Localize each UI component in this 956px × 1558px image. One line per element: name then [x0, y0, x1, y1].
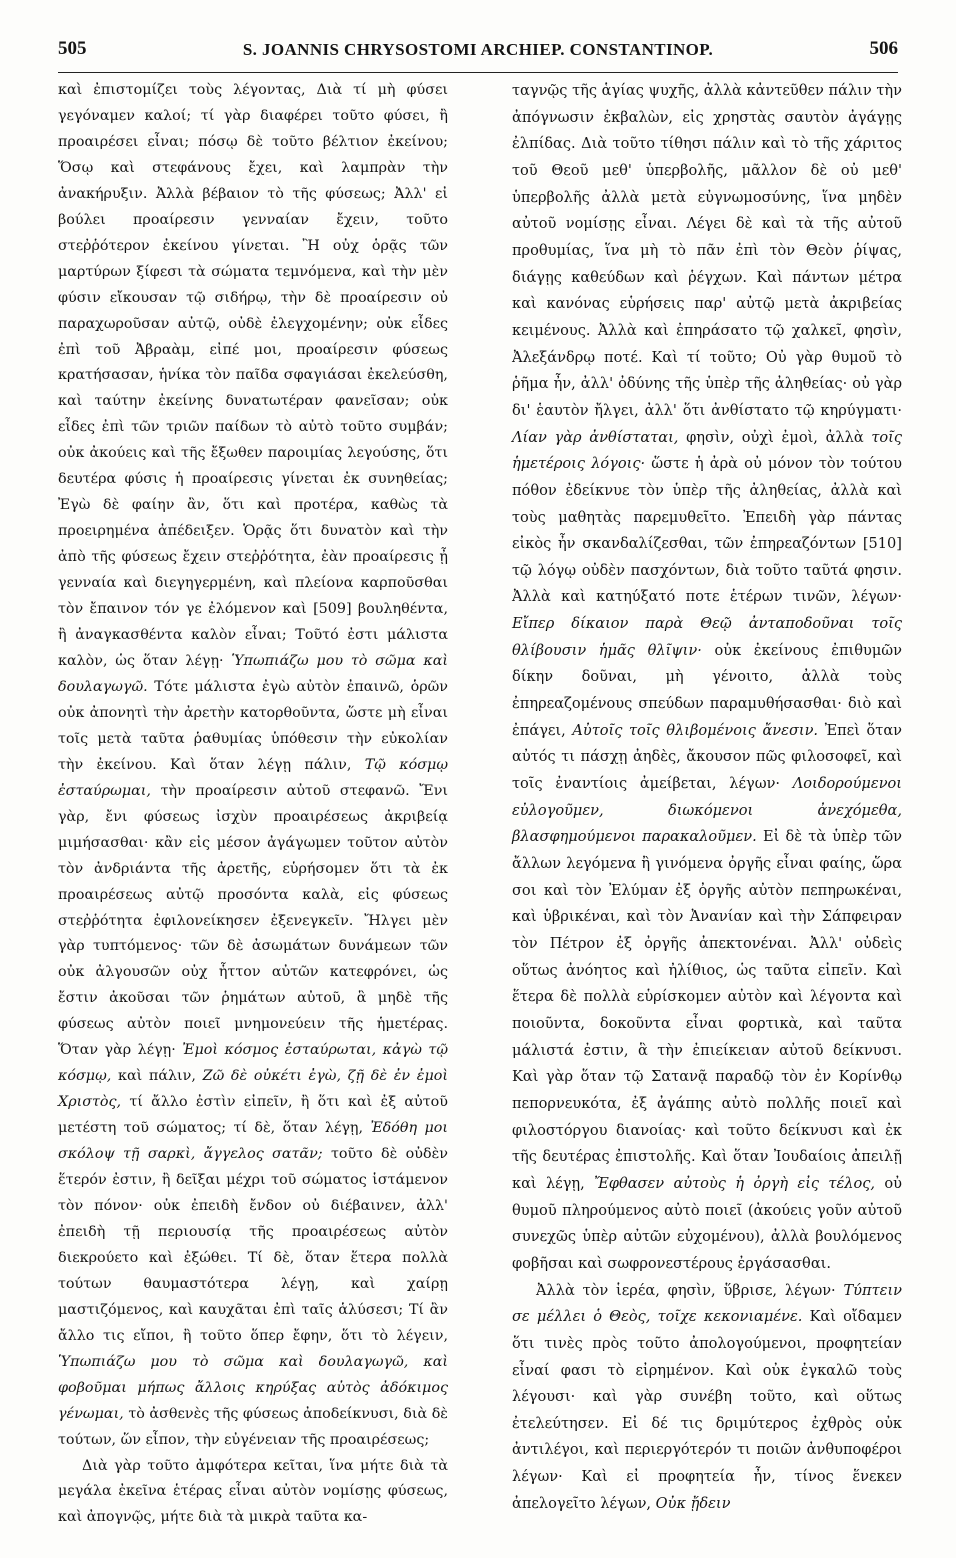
- scripture-quote: Ἐμοὶ κόσμος ἐσταύρωται, κἀγὼ τῷ κόσμῳ,: [58, 1042, 448, 1085]
- scripture-quote: Τῷ κόσμῳ ἐσταύρωμαι,: [58, 756, 449, 799]
- page-number-left: 505: [58, 38, 87, 59]
- scripture-quote: Ὑπωπιάζω μου τὸ σῶμα καὶ δουλαγωγῶ, καὶ φοβοῦμαι μήπως ἄλλοις κηρύξας αὐτὸς ἀδόκιμος γένωμαι,: [58, 1353, 448, 1422]
- text-run: Ἀλλὰ τὸν ἱερέα, φησὶν, ὕβρισε, λέγων·: [536, 1281, 844, 1299]
- text-run: καὶ πάλιν,: [118, 1068, 203, 1085]
- running-header: [58, 38, 898, 73]
- text-run: τὴν προαίρεσιν αὐτοῦ στεφανῶ. Ἔνι γὰρ, ἔνι φύσεως ἰσχὺν προαιρέσεως ἀκριβείᾳ μιμήσασθαι· κἂν εἰς μέσον ἀγάγωμεν τοῦτον αὐτὸν τὸν ἀνδριάντα τῆς ἀρετῆς, εὑρήσομεν ὅτι τὰ ἐκ προαιρέσεως αὐτῷ προσόντα καλὰ, εἰς φύσεως στεῤῥότητα ἐφιλονείκησεν ἐξενεγκεῖν. Ἤλγει μὲν γὰρ τυπτόμενος· τῶν δὲ ἀσωμάτων δυνάμεων τῶν οὐκ ἀλγουσῶν οὐχ ἧττον αὐτῶν κατεφρόνει, ὡς ἔστιν ἀκοῦσαι τῶν ῥημάτων αὐτοῦ, ἃ μηδὲ τῆς φύσεως αὐτὸν ποιεῖ μνημονεύειν τῆς ἡμετέρας. Ὅταν γὰρ λέγῃ·: [58, 782, 449, 1059]
- scripture-quote: Ὑπωπιάζω μου τὸ σῶμα καὶ δουλαγωγῶ.: [58, 652, 448, 695]
- scripture-quote: Ζῶ δὲ οὐκέτι ἐγὼ, ζῇ δὲ ἐν ἐμοὶ Χριστὸς,: [58, 1068, 448, 1111]
- page-number-right: 506: [869, 38, 898, 59]
- text-run: Διὰ γὰρ τοῦτο ἀμφότερα κεῖται, ἵνα μήτε διὰ τὰ μεγάλα ἐκεῖνα ἑτέρας εἶναι αὐτὸν νομίσῃς φύσεως, καὶ ἀπογνῷς, μήτε διὰ τὰ μικρὰ ταῦτα κα-: [58, 1457, 448, 1526]
- text-run: Τότε μάλιστα ἐγὼ αὐτὸν ἐπαινῶ, ὁρῶν οὐκ ἀπονητὶ τὴν ἀρετὴν κατορθοῦντα, ὥστε μὴ εἶναι τοῖς μετὰ ταῦτα ῥαθυμίας ὑπόθεσιν τὴν εὐκολίαν τὴν ἐκείνου. Καὶ ὅταν λέγῃ πάλιν,: [58, 678, 448, 773]
- running-title: S. JOANNIS CHRYSOSTOMI ARCHIEP. CONSTANTINOP.: [242, 40, 714, 59]
- column-gutter: [478, 88, 479, 1480]
- scripture-quote: Τύπτειν σε μέλλει ὁ Θεὸς, τοῖχε κεκονιαμένε.: [512, 1281, 902, 1326]
- left-column: [58, 78, 448, 1531]
- scripture-quote: Λίαν γὰρ ἀνθίσταται,: [512, 428, 687, 446]
- text-run: οὐ θυμοῦ πληρούμενος αὐτὸ ποιεῖ (ἀκούεις γοῦν αὐτοῦ συνεχῶς ὑπὲρ αὐτῶν εὐχομένου), ἀλλὰ βουλόμενος φοβῆσαι καὶ σωφρονεστέρους ἐργάσασθαι.: [512, 1174, 902, 1272]
- text-run: Καὶ οἴδαμεν ὅτι τινὲς πρὸς τοῦτο ἀπολογούμενοι, προφητείαν εἶναί φασι τὸ εἰρημένον. Καὶ οὐκ ἐγκαλῶ τοὺς λέγουσι· καὶ γὰρ συνέβη τοῦτο, καὶ οὕτως ἐτελεύτησεν. Εἰ δέ τις δριμύτερος ἐχθρὸς οὐκ ἀντιλέγοι, καὶ περιεργότερόν τι ποιῶν ἀνθυποφέροι λέγων· Καὶ εἰ προφητεία ἦν, τίνος ἕνεκεν ἀπελογεῖτο λέγων,: [512, 1308, 902, 1512]
- scripture-quote: Αὐτοῖς τοῖς θλιβομένοις ἄνεσιν.: [572, 721, 825, 739]
- scripture-quote: Ἐδόθη μοι σκόλοψ τῇ σαρκὶ, ἄγγελος σατᾶν;: [58, 1120, 448, 1163]
- text-run: καὶ ἐπιστομίζει τοὺς λέγοντας, Διὰ τί μὴ φύσει γεγόναμεν καλοί; τί γὰρ διαφέρει τοῦτο φύσει, ἢ προαιρέσει εἶναι; πόσῳ δὲ τοῦτο βέλτιον ἐκείνου; Ὅσῳ καὶ στεφάνους ἔχει, καὶ λαμπρὰν τὴν ἀνακήρυξιν. Ἀλλὰ βέβαιον τὸ τῆς φύσεως; Ἀλλ' εἰ βούλει προαίρεσιν γενναίαν ἔχειν, τοῦτο στεῤῥότερον ἐκείνου γίνεται. Ἢ οὐχ ὁρᾷς τῶν μαρτύρων ξίφεσι τὰ σώματα τεμνόμενα, καὶ τὴν μὲν φύσιν εἴκουσαν τῷ σιδήρῳ, τὴν δὲ προαίρεσιν οὐ παραχωροῦσαν αὐτῷ, οὐδὲ ἐλεγχομένην; οὐκ εἶδες ἐπὶ τοῦ Ἀβραὰμ, εἰπέ μοι, προαίρεσιν φύσεως κρατήσασαν, ἡνίκα τὸν παῖδα σφαγιάσαι ἐκελεύσθη, καὶ ταύτην ἐκείνης δυνατωτέραν φανεῖσαν; οὐκ εἶδες ἐπὶ τῶν τριῶν παίδων τὸ αὐτὸ τοῦτο συμβάν; οὐκ ἀκούεις καὶ τῆς ἔξωθεν παροιμίας λεγούσης, ὅτι δευτέρα φύσις ἡ προαίρεσις γίνεται ἐκ συνηθείας; Ἐγὼ δὲ φαίην ἂν, ὅτι καὶ προτέρα, καθὼς τὰ προειρημένα ἀπέδειξεν. Ὁρᾷς ὅτι δυνατὸν καὶ τὴν ἀπὸ τῆς φύσεως ἔχειν στεῤῥότητα, ἐὰν προαίρεσις ᾖ γενναία καὶ διεγηγερμένη, καὶ πλείονα καρποῦσθαι τὸν ἔπαινον τόν γε ἐλόμενον καὶ [509] βουληθέντα, ἢ ἀναγκασθέντα καλὸν εἶναι; Τοῦτό ἐστι μάλιστα καλὸν, ὡς ὅταν λέγῃ·: [58, 82, 448, 669]
- scripture-quote: τοῖς ἡμετέροις λόγοις·: [512, 428, 902, 473]
- text-run: τί ἄλλο ἐστὶν εἰπεῖν, ἢ ὅτι καὶ ἐξ αὐτοῦ μετέστη τοῦ σώματος; τί δὲ, ὅταν λέγῃ,: [58, 1094, 448, 1137]
- right-column: [512, 78, 902, 1517]
- text-run: τοῦτο δὲ οὐδὲν ἕτερόν ἐστιν, ἢ δεῖξαι μέχρι τοῦ σώματος ἱστάμενον τὸν πόνον· οὐκ ἐπειδὴ ἔνδον οὐ διέβαινεν, ἀλλ' ἐπειδὴ τῇ περιουσίᾳ τῆς προαιρέσεως αὐτὸν διεκρούετο καὶ ἐξώθει. Τί δὲ, ὅταν ἕτερα πολλὰ τούτων θαυμαστότερα λέγῃ, καὶ χαίρῃ μαστιζόμενος, καὶ καυχᾶται ἐπὶ ταῖς ἁλύσεσι; Τί ἂν ἄλλο τις εἴποι, ἢ τοῦτο ὅπερ ἔφην, ὅτι τὸ λέγειν,: [58, 1146, 448, 1344]
- left-paragraph-1: [58, 78, 448, 1454]
- text-run: ταγνῷς τῆς ἁγίας ψυχῆς, ἀλλὰ κἀντεῦθεν πάλιν τὴν ἀπόγνωσιν ἐκβαλὼν, εἰς χρηστὰς σαυτὸν ἀγάγῃς ἐλπίδας. Διὰ τοῦτο τίθησι πάλιν καὶ τὸ τῆς χάριτος τοῦ Θεοῦ μεθ' ὑπερβολῆς, μᾶλλον δὲ οὐ μεθ' ὑπερβολῆς ἀλλὰ μετὰ εὐγνωμοσύνης, ἵνα μηδὲν αὐτοῦ νομίσῃς εἶναι. Λέγει δὲ καὶ τὰ τῆς αὐτοῦ προθυμίας, ἵνα μὴ τὸ πᾶν ἐπὶ τὸν Θεὸν ῥίψας, διάγῃς καθεύδων καὶ ῥέγχων. Καὶ πάντων μέτρα καὶ κανόνας εὑρήσεις παρ' αὐτῷ μετὰ ἀκριβείας κειμένους. Ἀλλὰ καὶ ἐπηράσατο τῷ χαλκεῖ, φησὶν, Ἀλεξάνδρῳ ποτέ. Καὶ τί τοῦτο; Οὐ γὰρ θυμοῦ τὸ ῥῆμα ἦν, ἀλλ' ὀδύνης τῆς ὑπὲρ τῆς ἀληθείας· οὐ γὰρ δι' ἑαυτὸν ἤλγει, ἀλλ' ὅτι ἀνθίστατο τῷ κηρύγματι·: [512, 82, 902, 419]
- left-paragraph-2: [58, 1454, 448, 1532]
- text-run: Ἐπεὶ ὅταν αὐτός τι πάσχῃ ἀηδὲς, ἄκουσον πῶς φιλοσοφεῖ, καὶ τοῖς ἐναντίοις ἀμείβεται, λέγων·: [512, 721, 902, 793]
- scripture-quote: Λοιδορούμενοι εὐλογοῦμεν, διωκόμενοι ἀνεχόμεθα, βλασφημούμενοι παρακαλοῦμεν.: [512, 775, 902, 846]
- text-run: ὥστε ἡ ἀρὰ οὐ μόνον τὸν τούτου πόθον ἐδείκνυε τὸν ὑπὲρ τῆς ἀληθείας, ἀλλὰ καὶ τοὺς μαθητὰς παρεμυθεῖτο. Ἐπειδὴ γὰρ πάντας εἰκὸς ἦν σκανδαλίζεσθαι, τῶν ἐπηρεαζόντων [510] τῷ λόγῳ οὐδὲν πασχόντων, διὰ τοῦτο ταῦτά φησιν. Ἀλλὰ καὶ κατηύξατό ποτε ἑτέρων τινῶν, λέγων·: [512, 455, 902, 606]
- text-run: Εἰ δὲ τὰ ὑπὲρ τῶν ἄλλων λεγόμενα ἢ γινόμενα ὀργῆς εἶναι φαίης, ὥρα σοι καὶ τὸν Ἐλύμαν ἐξ ὀργῆς αὐτὸν πεπηρωκέναι, καὶ ὑβρικέναι, καὶ τὸν Ἀνανίαν καὶ τὴν Σάπφειραν τὸν Πέτρον ἐξ ὀργῆς ἀπεκτονέναι. Ἀλλ' οὐδεὶς οὕτως ἀνόητος καὶ ἠλίθιος, ὡς ταῦτα εἰπεῖν. Καὶ ἕτερα δὲ πολλὰ εὑρίσκομεν αὐτὸν καὶ λέγοντα καὶ ποιοῦντα, δοκοῦντα εἶναι φορτικὰ, καὶ ταῦτα μάλιστά ἐστιν, ἃ τὴν ἐπιείκειαν αὐτοῦ δείκνυσι. Καὶ γὰρ ὅταν τῷ Σατανᾷ παραδῷ τὸν ἐν Κορίνθῳ πεπορνευκότα, ἐξ ἀγάπης αὐτὸ πολλῆς ποιεῖ καὶ φιλοστόργου διανοίας· καὶ τοῦτο δείκνυσι καὶ ἐκ τῆς δευτέρας ἐπιστολῆς. Καὶ ὅταν Ἰουδαίοις ἀπειλῇ καὶ λέγῃ,: [512, 828, 902, 1192]
- scripture-quote: Ἔφθασεν αὐτοὺς ἡ ὀργὴ εἰς τέλος,: [594, 1174, 885, 1192]
- text-run: οὐκ ἐκείνους ἐπιθυμῶν δίκην δοῦναι, μὴ γένοιτο, ἀλλὰ τοὺς ἐπηρεαζομένους σπεύδων παραμυθήσασθαι· διὸ καὶ ἐπάγει,: [512, 641, 902, 739]
- scripture-quote: Οὐκ ᾔδειν: [655, 1494, 731, 1512]
- text-run: τὸ ἀσθενὲς τῆς φύσεως ἀποδείκνυσι, διὰ δὲ τούτων, ὥν εἶπον, τὴν εὐγένειαν τῆς προαιρέσεως;: [58, 1405, 448, 1448]
- text-run: φησὶν, οὐχὶ ἐμοὶ, ἀλλὰ: [686, 428, 872, 446]
- scripture-quote: Εἴπερ δίκαιον παρὰ Θεῷ ἀνταποδοῦναι τοῖς θλίβουσιν ἡμᾶς θλῖψιν·: [512, 615, 902, 659]
- right-paragraph-2: [512, 1278, 902, 1518]
- right-paragraph-1: [512, 78, 902, 1278]
